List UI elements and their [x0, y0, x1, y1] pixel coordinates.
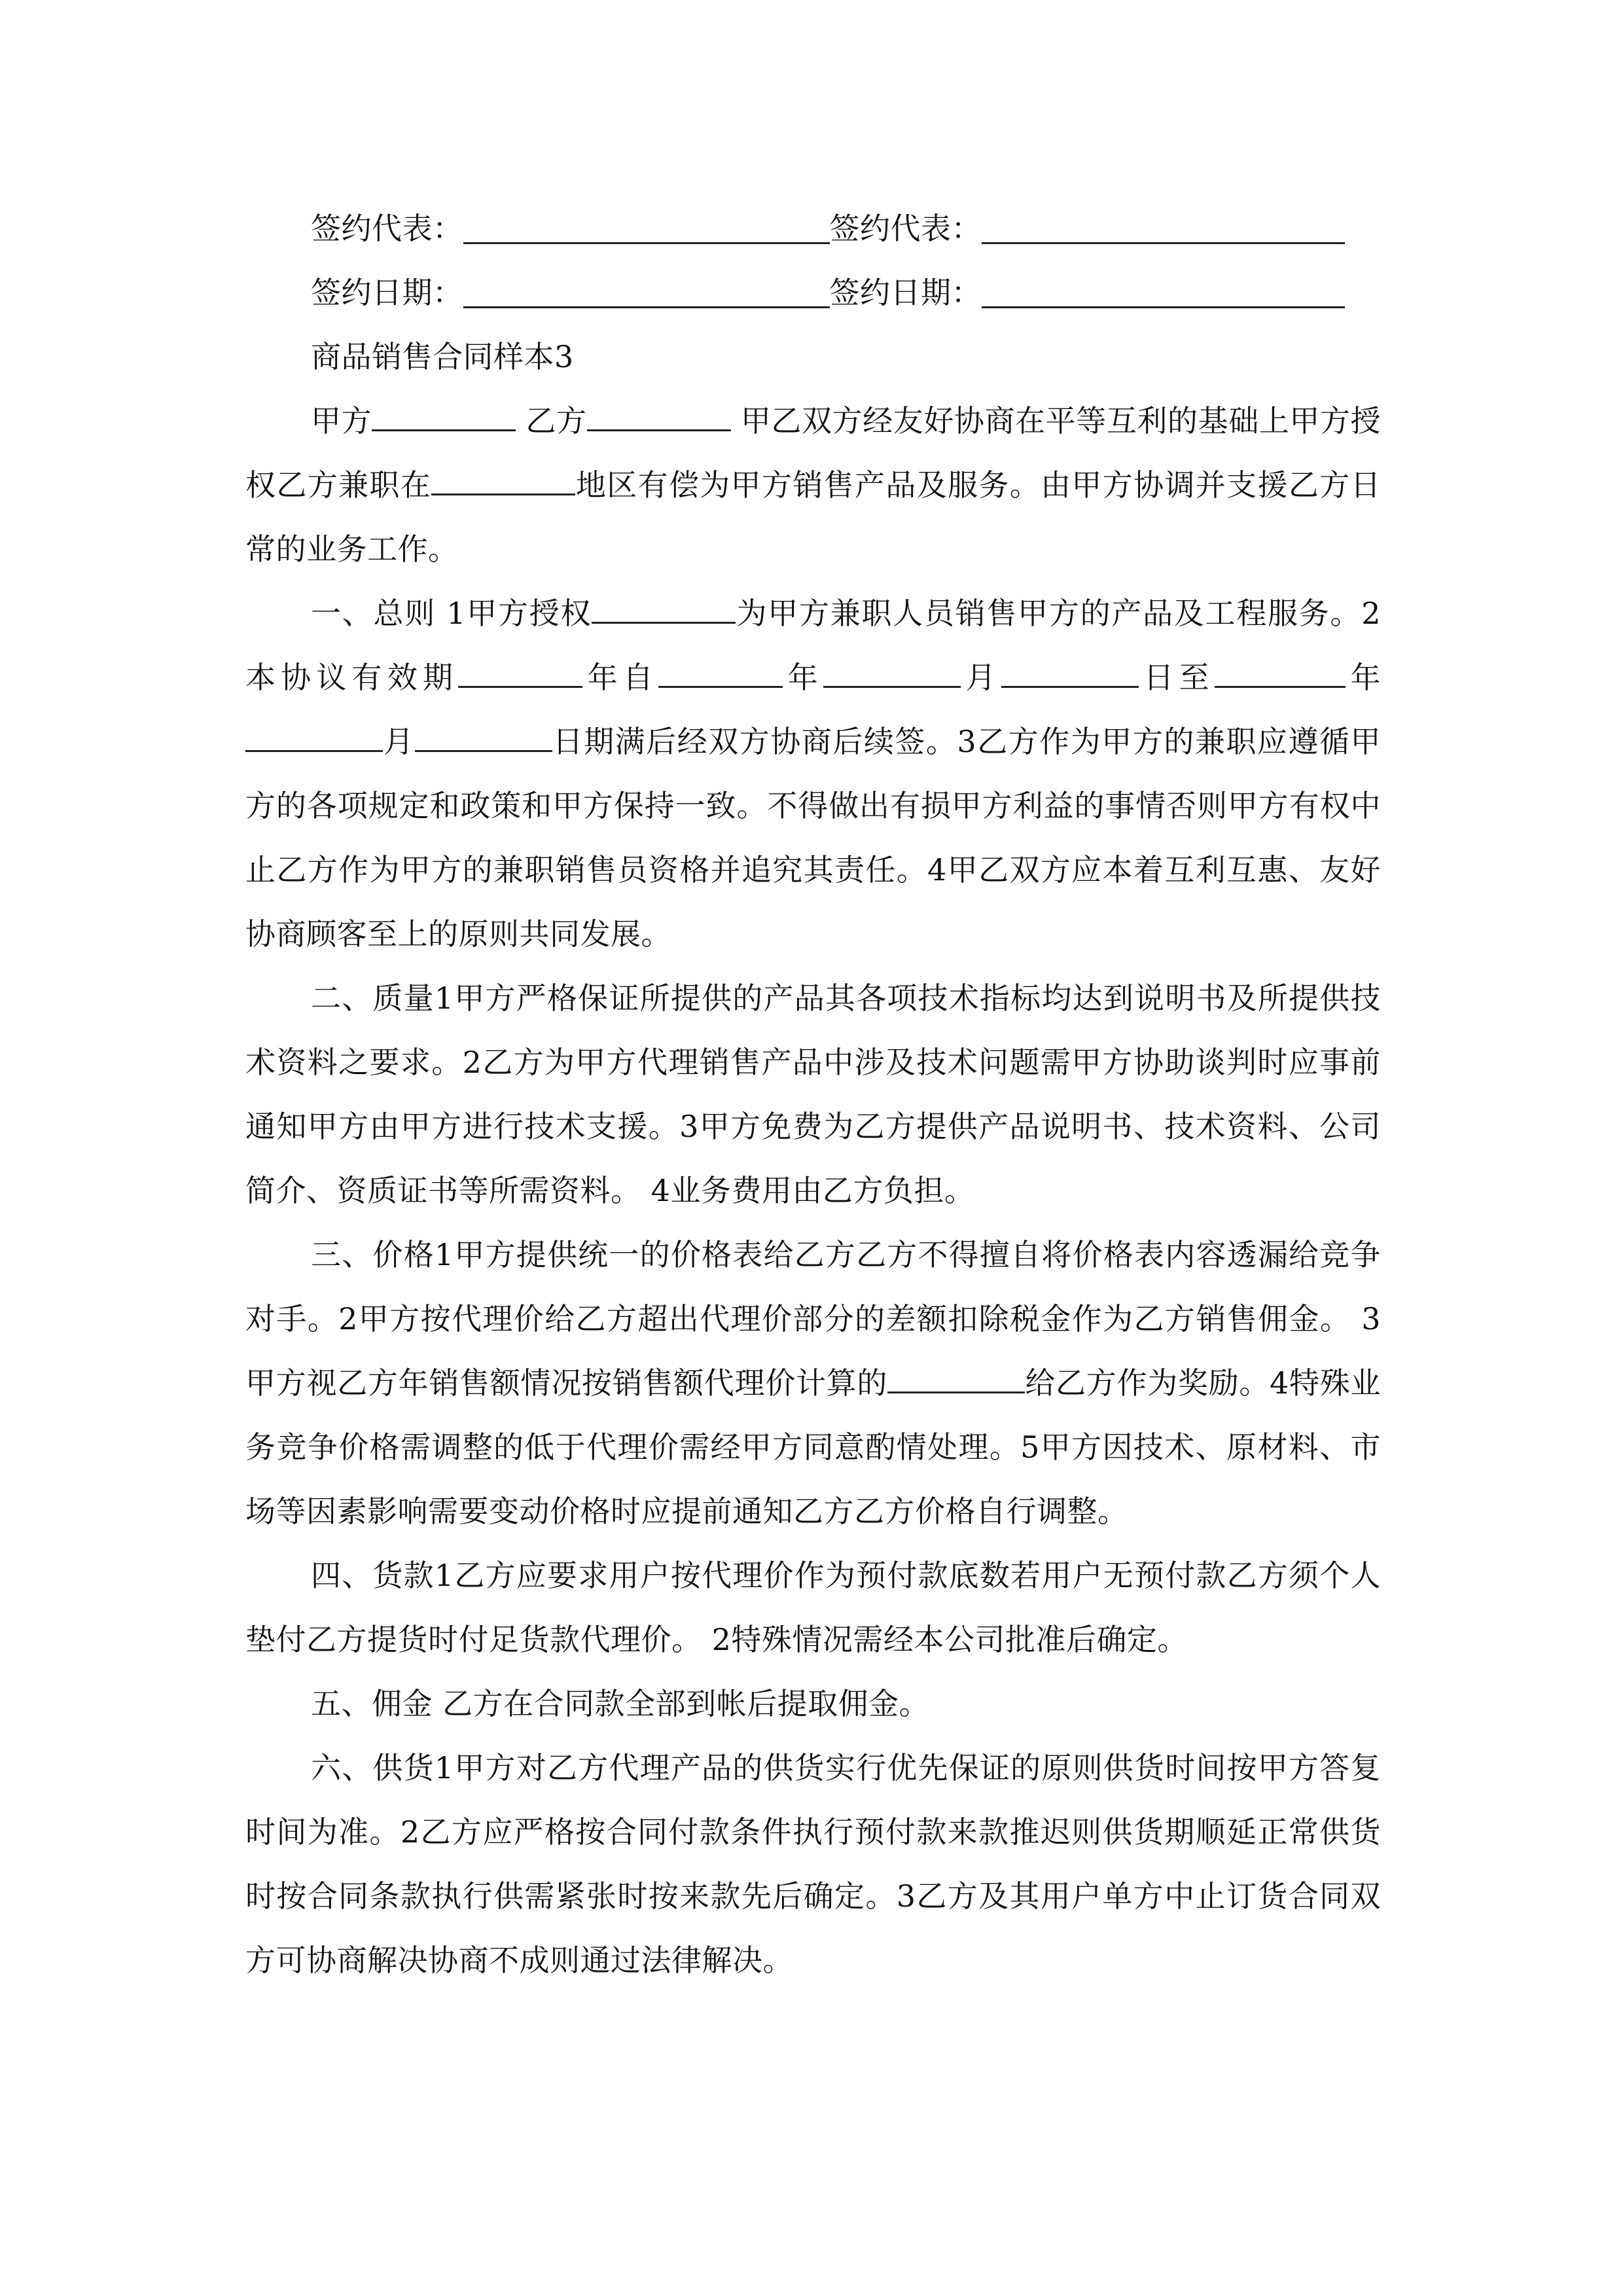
end-month-blank: [245, 720, 383, 752]
end-year-blank: [1215, 656, 1346, 688]
intro-text-4: 地区有偿为甲方销售产品及服务。由甲方协调并支援乙方日常的业务工作。: [245, 467, 1381, 567]
authorized-blank: [592, 592, 736, 624]
general-text-8: 月: [383, 724, 415, 759]
general-text-1: 一、总则 1甲方授权: [311, 596, 592, 631]
price-paragraph: [245, 1223, 1381, 1543]
date-label-right: 签约日期：: [829, 275, 982, 310]
reward-blank: [887, 1361, 1025, 1393]
start-year-blank: [658, 656, 783, 688]
intro-text-2: 乙方: [526, 403, 587, 439]
rep-blank-right: [982, 208, 1345, 244]
price-text-1: 三、价格1甲方提供统一的价格表给乙方乙方不得擅自将价格表内容透漏给竞争对手。2甲方按代理价给乙方超出代理价部分的差额扣除税金作为乙方销售佣金。 3甲方视乙方年销售额情况按销售额代理价计算的: [245, 1237, 1381, 1401]
rep-label-right: 签约代表：: [829, 211, 982, 246]
contract-title: 商品销售合同样本3: [311, 339, 574, 374]
supply-paragraph: 六、供货1甲方对乙方代理产品的供货实行优先保证的原则供货时间按甲方答复时间为准。2乙方应严格按合同付款条件执行预付款来款推迟则供货期顺延正常供货时按合同条款执行供需紧张时按来款先后确定。3乙方及其用户单方中止订货合同双方可协商解决协商不成则通过法律解决。: [245, 1750, 1381, 1978]
payment-paragraph: 四、货款1乙方应要求用户按代理价作为预付款底数若用户无预付款乙方须个人垫付乙方提货时付足货款代理价。 2特殊情况需经本公司批准后确定。: [245, 1558, 1381, 1657]
party-a-blank: [372, 399, 516, 431]
intro-text-3: 甲乙双方经友好协商在平等互利的基础上甲方授权乙方兼职在: [245, 403, 1382, 503]
commission-paragraph: 五、佣金 乙方在合同款全部到帐后提取佣金。: [311, 1686, 930, 1721]
region-blank: [431, 463, 575, 495]
signature-date-row: [245, 260, 1381, 325]
general-text-3: 年自: [582, 660, 659, 695]
document-content: [245, 196, 1381, 1992]
intro-text-1: 甲方: [311, 403, 372, 439]
general-text-9: 日期满后经双方协商后续签。3乙方作为甲方的兼职应遵循甲方的各项规定和政策和甲方保持一致。不得做出有损甲方利益的事情否则甲方有权中止乙方作为甲方的兼职销售员资格并追究其责任。4甲乙双方应本着互利互惠、友好协商顾客至上的原则共同发展。: [245, 724, 1381, 952]
price-text-2: 给乙方作为奖励。4特殊业务竞争价格需调整的低于代理价需经甲方同意酌情处理。5甲方因技术、原材料、市场等因素影响需要变动价格时应提前通知乙方乙方价格自行调整。: [245, 1365, 1381, 1529]
general-text-2: 为甲方兼职人员销售甲方的产品及工程服务。2本协议有效期: [245, 596, 1381, 695]
party-b-blank: [587, 399, 731, 431]
start-month-blank: [823, 656, 961, 688]
rep-label-left: 签约代表：: [311, 211, 463, 246]
rep-blank-left: [463, 208, 830, 244]
intro-paragraph: [245, 389, 1381, 581]
date-label-left: 签约日期：: [311, 275, 463, 310]
end-day-blank: [415, 720, 552, 752]
date-blank-left: [463, 272, 830, 308]
general-text-4: 年: [783, 660, 823, 695]
general-text-7: 年: [1345, 660, 1382, 695]
general-text-5: 月: [960, 660, 1001, 695]
general-text-6: 日至: [1138, 660, 1215, 695]
term-blank: [458, 656, 582, 688]
general-paragraph: [245, 581, 1381, 966]
date-blank-right: [982, 272, 1345, 308]
quality-paragraph: 二、质量1甲方严格保证所提供的产品其各项技术指标均达到说明书及所提供技术资料之要求。2乙方为甲方代理销售产品中涉及技术问题需甲方协助谈判时应事前通知甲方由甲方进行技术支援。3甲方免费为乙方提供产品说明书、技术资料、公司简介、资质证书等所需资料。 4业务费用由乙方负担。: [245, 980, 1381, 1208]
signature-rep-row: [245, 196, 1381, 260]
start-day-blank: [1001, 656, 1139, 688]
